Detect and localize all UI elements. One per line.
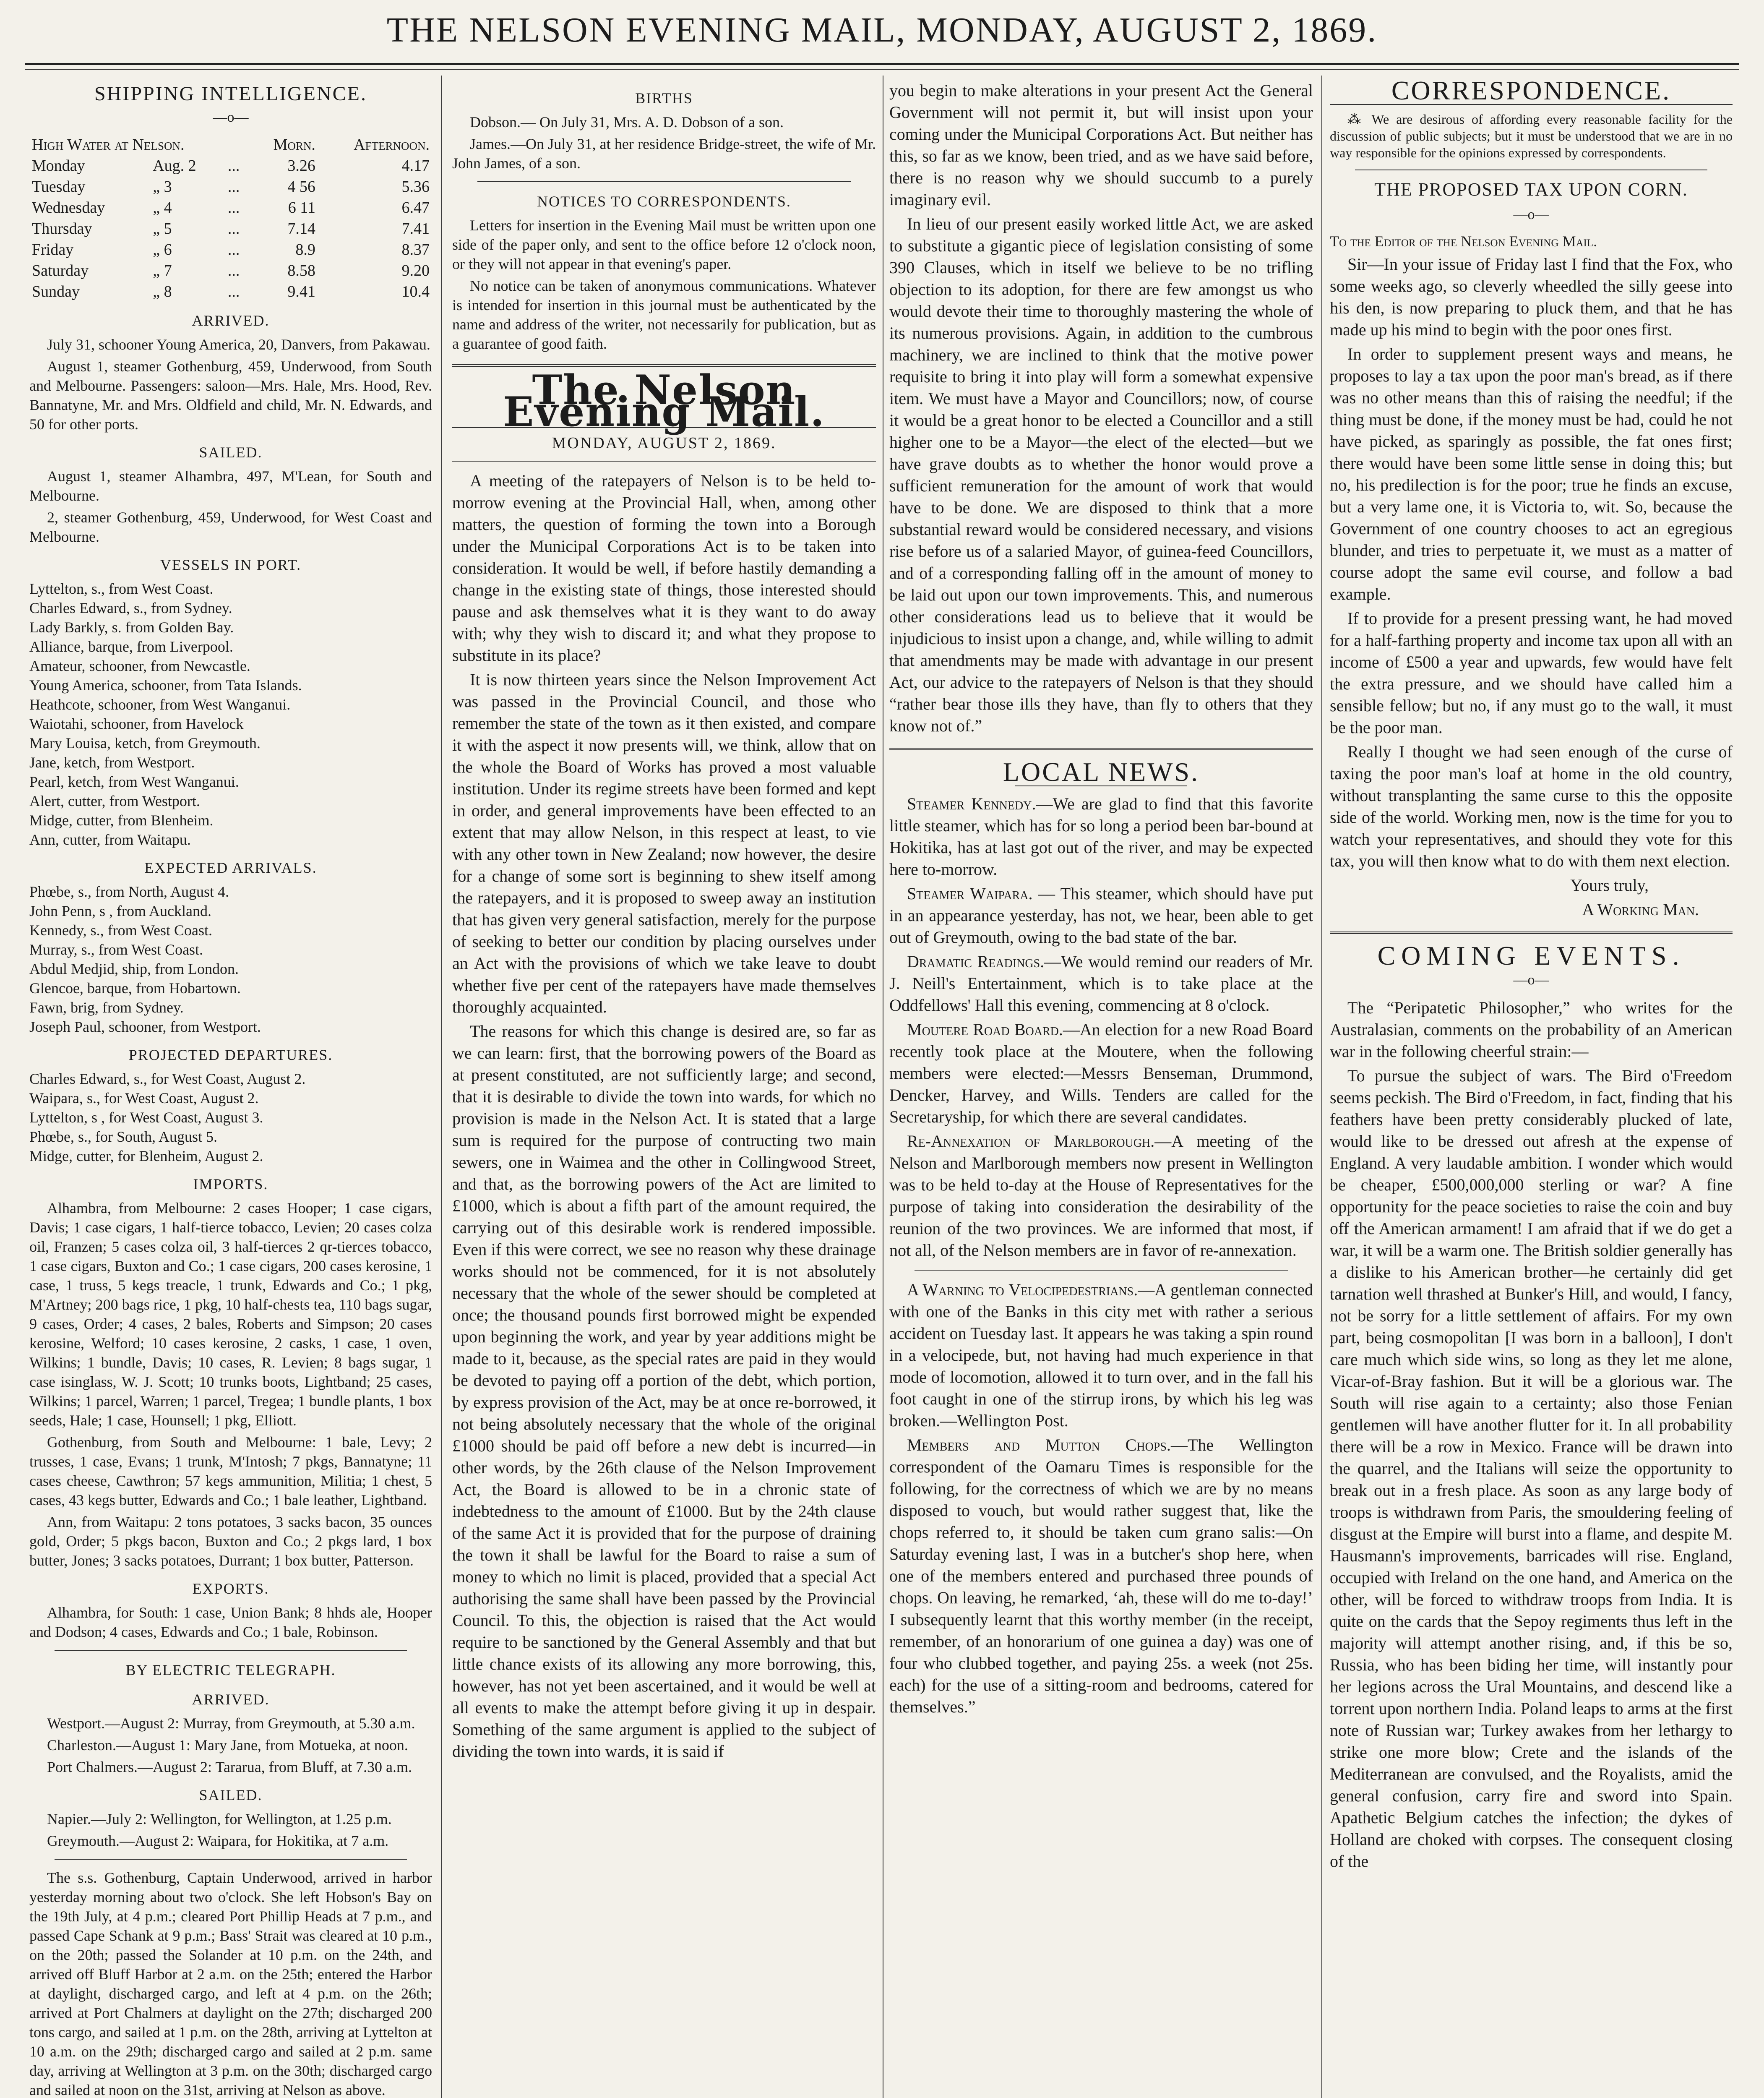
list-item: Fawn, brig, from Sydney.: [29, 999, 184, 1016]
list-item: Ann, cutter, from Waitapu.: [29, 831, 191, 848]
list-item: August 1, steamer Gothenburg, 459, Underwood, from South and Melbourne. Passengers: saloon—Mrs. Hale, Mrs. Hood, Rev. Bannatyne, Mr. and Mrs. Oldfield and child, Mr. N. Edwards, and 50 for other ports.: [29, 358, 432, 433]
tide-cell: 7.14: [287, 220, 315, 237]
tide-header-row: [29, 134, 432, 155]
editorial-paragraph: A meeting of the ratepayers of Nelson is to be held to-morrow evening at the Provincial Hall, when, among other matters, the question of forming the town into a Borough under the Municipal Corporations Act is to be taken into consideration. It would be well, if before hastily demanding a change in the existing state of things, those interested should pause and ask themselves what it is they want to do away with; why they wish to discard it; and what they propose to substitute in its place?: [452, 471, 876, 665]
tide-cell: ...: [227, 241, 240, 258]
news-item: [889, 793, 1313, 880]
list-item: Mary Louisa, ketch, from Greymouth.: [29, 735, 261, 752]
news-item-head: Members and Mutton Chops.: [907, 1435, 1171, 1454]
list-item: Midge, cutter, for Blenheim, August 2.: [29, 1148, 263, 1164]
divider-double: [889, 748, 1313, 750]
tide-cell: 10.4: [401, 283, 430, 300]
tide-cell: ...: [227, 283, 240, 300]
news-item: [889, 951, 1313, 1016]
notice-paragraph: Letters for insertion in the Evening Mail must be written upon one side of the paper only, and sent to the office before 12 o'clock noon, or they will not appear in that evening's paper.: [452, 217, 876, 272]
tide-cell: ...: [227, 157, 240, 175]
tide-cell: 8.37: [401, 241, 430, 258]
tide-header: Afternoon.: [354, 136, 430, 154]
telegraph-arrived-heading: ARRIVED.: [192, 1691, 270, 1708]
news-item-head: Re-Annexation of Marlborough.: [907, 1132, 1155, 1151]
list-item: Lyttelton, s., from West Coast.: [29, 580, 214, 597]
tide-cell: Monday: [32, 157, 85, 175]
imports-list: [29, 1198, 432, 1570]
editorial-paragraph: you begin to make alterations in your present Act the General Government will not permit it, but will insist upon your coming under the Municipal Corporations Act. But neither has this, so far as we know, been tried, and as we have said before, there is no reason why we should succumb to a purely imaginary evil.: [889, 81, 1313, 209]
imports-heading: IMPORTS.: [193, 1176, 268, 1193]
list-item: Lyttelton, s , for West Coast, August 3.: [29, 1109, 263, 1126]
list-item: Young America, schooner, from Tata Islands.: [29, 677, 302, 694]
divider-double: [1330, 932, 1733, 934]
coming-events-intro: The “Peripatetic Philosopher,” who writes for the Australasian, comments on the probability of an American war in the following cheerful strain:—: [1330, 998, 1733, 1061]
list-item: Glencoe, barque, from Hobartown.: [29, 980, 241, 997]
news-item-text: —A meeting of the Nelson and Marlborough members now present in Wellington was to be held to-day at the House of Representatives for the purpose of taking into consideration the desirability of the reunion of the two provinces. We are informed that most, if not all, of the Nelson members are in favor of re-annexation.: [889, 1132, 1313, 1260]
list-item: Phœbe, s., for South, August 5.: [29, 1128, 218, 1145]
tide-row: [29, 239, 432, 260]
local-news-title: LOCAL NEWS.: [1003, 757, 1200, 787]
projected-list: [29, 1069, 432, 1166]
coming-events-title: COMING EVENTS.: [1377, 941, 1685, 971]
shipping-title: SHIPPING INTELLIGENCE.: [94, 83, 367, 105]
ornament-dash: —o—: [213, 110, 249, 125]
news-item-text: —A gentleman connected with one of the Banks in this city met with rather a serious accident on Tuesday last. It appears he was taking a spin round in a velocipede, but, not having had much experience in that mode of locomotion, allowed it to turn over, and in the fall his foot caught in one of the stirrup irons, by which his leg was broken.—Wellington Post.: [889, 1280, 1313, 1430]
tide-cell: 4 56: [287, 178, 315, 196]
editorial-paragraph: It is now thirteen years since the Nelson Improvement Act was passed in the Provincial Council, and those who remember the state of the town as it then existed, and compare it with the aspect it now presents will, we think, allow that on the whole the Board of Works has proved a most valuable institution. Under its regime streets have been formed and kept in order, and general improvements have been effected to an extent that may allow Nelson, in this respect at least, to vie with any other town in New Zealand; now however, the desire for a change of some sort is beginning to shew itself among the ratepayers, and it is proposed to sweep away an institution that has given very general satisfaction, merely for the purpose of seeking to better our condition by placing ourselves under an Act with the provisions of which we take leave to doubt whether five per cent of the ratepayers have made themselves thoroughly acquainted.: [452, 670, 876, 1016]
divider: [477, 181, 851, 182]
news-item: [889, 1130, 1313, 1261]
news-item: [889, 1019, 1313, 1128]
list-item: Alert, cutter, from Westport.: [29, 793, 200, 809]
exports-list: [29, 1603, 432, 1641]
tide-cell: Wednesday: [32, 199, 105, 217]
letter-closing: Yours truly,: [1570, 876, 1649, 895]
ornament-dash: —o—: [1513, 972, 1549, 988]
column-editorial: [452, 80, 876, 2098]
tide-header: High Water at Nelson.: [32, 136, 185, 154]
list-item: Alliance, barque, from Liverpool.: [29, 638, 233, 655]
list-item: Westport.—August 2: Murray, from Greymouth, at 5.30 a.m.: [47, 1715, 415, 1732]
news-item: [889, 1434, 1313, 1718]
expected-list: [29, 882, 432, 1036]
tide-cell: ...: [227, 220, 240, 237]
births-title: BIRTHS: [635, 90, 693, 107]
arrived-heading: ARRIVED.: [192, 312, 270, 329]
editorial-paragraph: The reasons for which this change is desired are, so far as we can learn: first, that the borrowing powers of the Board as at present constituted, are not sufficiently large; and second, that it is desirable to divide the town into wards, for which no provision is made in the Nelson Act. It is stated that a large sum is required for the purpose of contructing two main sewers, one in Waimea and the other in Collingwood Street, and that, as the borrowing powers of the Act are limited to £1000, which is about a fifth part of the amount required, the carrying out of this desirable work is rendered impossible. Even if this were correct, we see no reason why these drainage works should not be commenced, for it is not absolutely necessary that the whole of the sewer should be completed at once; the thousand pounds first borrowed might be expended upon beginning the work, and year by year additions might be made to it, because, as the special rates are paid in they would be devoted to paying off a portion of the debt, which portion, by express provision of the Act, may be at once re-borrowed, it not being absolutely necessary that the whole of the original £1000 should be paid off before a new debt is incurred—in other words, by the 26th clause of the Nelson Improvement Act, the Board is allowed to be in a chronic state of indebtedness to the amount of £1000. But by the 24th clause of the same Act it is provided that for the purpose of draining the town it shall be lawful for the Board to raise a sum of money to which no limit is placed, provided that a special Act authorising the same shall have been passed by the Provincial Council. To this, the objection is raised that the Act would require to be sanctioned by the General Assembly and that but little chance exists of its allowing any more borrowing, this, however, has not yet been ascertained, and it would be well at all events to make the attempt before giving it up in despair. Something of the same argument is applied to the subject of dividing the town into wards, it is said if: [452, 1022, 876, 1761]
list-item: Kennedy, s., from West Coast.: [29, 922, 213, 939]
news-item-head: Steamer Kennedy.: [907, 794, 1036, 813]
sailed-list: [29, 467, 432, 546]
telegraph-arrived-list: [29, 1714, 432, 1777]
tide-row: [29, 281, 432, 302]
tide-cell: Tuesday: [32, 178, 86, 196]
expected-heading: EXPECTED ARRIVALS.: [144, 859, 317, 876]
list-item: Phœbe, s., from North, August 4.: [29, 883, 229, 900]
telegraph-heading: BY ELECTRIC TELEGRAPH.: [125, 1662, 336, 1678]
tide-cell: Friday: [32, 241, 74, 258]
tide-cell: Thursday: [32, 220, 92, 237]
editorial-date: MONDAY, AUGUST 2, 1869.: [552, 434, 776, 452]
tide-cell: 9.41: [287, 283, 315, 300]
letter-paragraph: If to provide for a present pressing want, he had moved for a half-farthing property and income tax upon all with an income of £500 a year and upwards, few would have felt the extra pressure, and we should have called him a sensible fellow; but no, if any must go to the wall, it must be the poor man.: [1330, 609, 1733, 737]
list-item: Lady Barkly, s. from Golden Bay.: [29, 619, 234, 636]
editorial-paragraph: In lieu of our present easily worked little Act, we are asked to substitute a gigantic piece of legislation consisting of some 390 Clauses, which in itself we believe to be no trifling objection to its adoption, for there are few amongst us who would devote their time to thoroughly mastering the whole of its numerous provisions. Again, in addition to the cumbrous machinery, we are inclined to think that the motive power requisite to bring it into play will form a somewhat expensive item. We must have a Mayor and Councillors; now, of course it would be a great honor to be elected a Councillor and a still higher one to be a Mayor—the elect of the elected—but we have grave doubts as to whether the honor would prove a sufficient remuneration for the amount of work that would have to be done. We are disposed to think that a more substantial reward would be considered necessary, and visions rise before us of a salaried Mayor, of guinea-feed Councillors, and of a corresponding falling off in the amount of money to be laid out upon our town improvements. This, and numerous other considerations lead us to believe that it would be injudicious to insist upon a change, and, while willing to admit that amendments may be made with advantage in our present Act, our advice to the ratepayers of Nelson is that they should “rather bear those ills they have, than fly to others that they know not of.”: [889, 214, 1313, 735]
letter-signature: A Working Man.: [1582, 900, 1699, 919]
column-divider: [441, 76, 442, 2098]
notices-text: [452, 216, 876, 353]
telegraph-sailed-heading: SAILED.: [199, 1787, 263, 1803]
tide-cell: „ 6: [153, 241, 172, 258]
divider: [915, 1270, 1288, 1271]
notice-paragraph: No notice can be taken of anonymous communications. Whatever is intended for insertion in this journal must be authenticated by the name and address of the writer, not necessarily for publication, but as a guarantee of good faith.: [452, 277, 876, 352]
list-item: Heathcote, schooner, from West Wanganui.: [29, 696, 291, 713]
column-correspondence: [1330, 80, 1733, 2098]
projected-heading: PROJECTED DEPARTURES.: [128, 1046, 333, 1063]
news-item-head: A Warning to Velocipedestrians.: [907, 1280, 1138, 1299]
list-item: Waiotahi, schooner, from Havelock: [29, 715, 244, 732]
list-item: Alhambra, from Melbourne: 2 cases Hooper; 1 case cigars, Davis; 1 case cigars, 1 half-tierce tobacco, Levien; 20 cases colza oil, Franzen; 5 cases colza oil, 3 half-tierces 2 qr-tierces tobacco, 1 case cigars, Buxton and Co.; 1 case cigars, 200 cases kerosine, 1 case, 1 truss, 5 kegs treacle, 1 trunk, Edwards and Co.; 1 pkg, M'Artney; 200 bags rice, 1 pkg, 10 half-chests tea, 110 bags sugar, 9 cases, Order; 4 cases, 2 bales, Roberts and Simpson; 20 cases kerosine, Welford; 10 cases kerosine, 2 casks, 1 case, 1 oven, Wilkins; 1 bundle, Davis; 10 cases, R. Levien; 8 bags sugar, 1 case isinglass, W. J. Scott; 10 trunks boots, Lightband; 25 cases, Wilkins; 1 parcel, Warren; 1 parcel, Tregea; 1 bundle plants, 1 box seeds, Hale; 1 case, Hounsell; 1 pkg, Elliott.: [29, 1200, 432, 1429]
tide-cell: 8.9: [295, 241, 315, 258]
tide-cell: „ 8: [153, 283, 172, 300]
list-item: 2, steamer Gothenburg, 459, Underwood, for West Coast and Melbourne.: [29, 509, 432, 545]
tide-row: [29, 176, 432, 197]
tide-header: Morn.: [273, 136, 315, 154]
tide-cell: 6.47: [401, 199, 430, 217]
list-item: Jane, ketch, from Westport.: [29, 754, 195, 771]
correspondence-title: CORRESPONDENCE.: [1391, 80, 1671, 105]
newspaper-masthead: THE NELSON EVENING MAIL, MONDAY, AUGUST 2, 1869.: [386, 10, 1378, 50]
sailed-heading: SAILED.: [199, 444, 263, 461]
tide-cell: ...: [227, 262, 240, 279]
column-local-news: [889, 80, 1313, 2098]
news-item-text: — This steamer, which should have put in an appearance yesterday, has not, we hear, been able to get out of Greymouth, owing to the bad state of the bar.: [889, 884, 1313, 947]
tide-table: [29, 134, 432, 302]
notices-title: NOTICES TO CORRESPONDENTS.: [537, 193, 791, 210]
tide-cell: 8.58: [287, 262, 315, 279]
news-item-head: Moutere Road Board.: [907, 1020, 1063, 1039]
news-item: [889, 1279, 1313, 1432]
tide-cell: „ 4: [153, 199, 172, 217]
births-list: [452, 112, 876, 173]
tide-cell: „ 5: [153, 220, 172, 237]
news-item-text: —The Wellington correspondent of the Oamaru Times is responsible for the following, for the correctness of which we are by no means disposed to vouch, but would rather suggest that, like the chops referred to, it should be taken cum grano salis:—On Saturday evening last, I was in a butcher's shop here, when one of the members entered and purchased three pounds of chops. On leaving, he remarked, ‘ah, these will do me to-day!’ I subsequently learnt that this worthy member (in the receipt, remember, of an honorarium of one guinea a day) was one of four who clubbed together, and paying 25s. a week (not 25s. each) for the use of a sitting-room and bedrooms, catered for themselves.”: [889, 1435, 1313, 1716]
arrived-list: [29, 335, 432, 434]
tide-row: [29, 155, 432, 176]
letter-paragraph: Sir—In your issue of Friday last I find that the Fox, who some weeks ago, so cleverly wheedled the silly geese into his den, is now preparing to pluck them, and that he has made up his mind to begin with the poor ones first.: [1330, 255, 1733, 339]
tide-cell: 5.36: [401, 178, 430, 196]
list-item: Waipara, s., for West Coast, August 2.: [29, 1090, 259, 1106]
divider: [55, 1650, 407, 1651]
ornament-dash: —o—: [1513, 207, 1549, 222]
news-item: [889, 883, 1313, 948]
list-item: Pearl, ketch, from West Wanganui.: [29, 773, 239, 790]
tide-cell: „ 7: [153, 262, 172, 279]
editorial-masthead: The Nelson Evening Mail.: [503, 366, 825, 436]
list-item: Dobson.— On July 31, Mrs. A. D. Dobson of a son.: [470, 114, 784, 130]
vessels-list: [29, 579, 432, 849]
tide-cell: „ 3: [153, 178, 172, 196]
divider: [452, 461, 876, 462]
list-item: Murray, s., from West Coast.: [29, 941, 203, 958]
tide-row: [29, 218, 432, 239]
list-item: Gothenburg, from South and Melbourne: 1 bale, Levy; 2 trusses, 1 case, Evans; 1 trunk, M'Intosh; 7 pkgs, Bannatyne; 11 cases cheese, Cawthron; 57 kegs ammunition, Militia; 1 chest, 5 cases, 43 kegs butter, Edwards and Co.; 1 bale leather, Lightband.: [29, 1434, 432, 1508]
list-item: Napier.—July 2: Wellington, for Wellington, at 1.25 p.m.: [47, 1811, 392, 1827]
tide-cell: 7.41: [401, 220, 430, 237]
letter-paragraph: Really I thought we had seen enough of the curse of taxing the poor man's loaf at home in the old country, without transplanting the same curse to this the opposite side of the world. Working men, now is the time for you to watch your representatives, and should they vote for this tax, you will then know what to do with them next election.: [1330, 742, 1733, 870]
coming-events-text: To pursue the subject of wars. The Bird o'Freedom seems peckish. The Bird o'Freedom, in fact, finding that his feathers have been pretty considerably plucked of late, would like to be dressed out afresh at the expense of England. A very laudable ambition. I wonder which would be cheaper, £500,000,000 sterling or war? A fine opportunity for the peace societies to raise the coin and buy off the American armament! I am afraid that if we do get a war, it will be a warm one. The British soldier generally has a dislike to his American brother—he certainly did get tarnation well thrashed at Bunker's Hill, and would, I fancy, not be sorry for a little settlement of affairs. For my own part, being cosmopolitan [I was born in a balloon], I don't care much which side wins, so long as they let me alone, Vicar-of-Bray fashion. But it will be a glorious war. The South will rise again to a certainty; also those Fenian gentlemen will have another flutter for it. In all probability there will be a row in Mexico. France will be drawn into the quarrel, and the Italians will seize the opportunity to break out in a fresh place. As soon as any large body of troops is withdrawn from Paris, the smouldering feeling of disgust at the Empire will burst into a flame, and despite M. Hausmann's improvements, barricades will rise. England, occupied with Ireland on the one hand, and America on the other, will be forced to withdraw troops from India. It is quite on the cards that the Sepoy regiments thus left in the majority will attempt another rising, and, if this be so, Russia, who has been biding her time, will instantly pour her legions across the Ural Mountains, and descend like a torrent upon northern India. Poland leaps to arms at the first note of Russian war; Turkey awakes from her lethargy to strike one more blow; Crete and the islands of the Mediterranean are convulsed, and the Royalists, amid the general confusion, carry fire and sword into Spain. Apathetic Belgium catches the infection; the dykes of Holland are choked with corpses. The consequent closing of the: [1330, 1066, 1733, 1871]
tide-cell: Aug. 2: [153, 157, 196, 175]
report-paragraph: The s.s. Gothenburg, Captain Underwood, arrived in harbor yesterday morning about two o'clock. She left Hobson's Bay on the 19th July, at 4 p.m.; cleared Port Phillip Heads at 7 p.m., and passed Cape Schank at 9 p.m.; Bass' Strait was cleared at 10 p.m., on the 20th; passed the Solander at 10 p.m. on the 24th, and arrived off Bluff Harbor at 2 a.m. on the 25th; entered the Harbor at daylight, discharged cargo, and left at 4 p.m. on the 26th; arrived at Port Chalmers at daylight on the 27th; discharged 200 tons cargo, and sailed at 1 p.m. on the 28th, arriving at Lyttelton at 10 a.m. on the 29th; discharged cargo and sailed at 2 p.m. same day, arriving at Wellington at 3 p.m. on the 30th; discharged cargo and sailed at noon on the 31st, arriving at Nelson as above.: [29, 1869, 432, 2098]
gothenburg-report: [29, 1868, 432, 2098]
column-shipping: [29, 80, 432, 2098]
news-item-text: —We would remind our readers of Mr. J. Neill's Entertainment, which is to take place at the Oddfellows' Hall this evening, commencing at 8 o'clock.: [889, 952, 1313, 1015]
masthead-rule: [25, 63, 1739, 65]
list-item: Charleston.—August 1: Mary Jane, from Motueka, at noon.: [47, 1737, 408, 1754]
tide-cell: 4.17: [401, 157, 430, 175]
tide-cell: Saturday: [32, 262, 89, 279]
list-item: August 1, steamer Alhambra, 497, M'Lean, for South and Melbourne.: [29, 468, 432, 504]
list-item: Joseph Paul, schooner, from Westport.: [29, 1018, 261, 1035]
tide-row: [29, 260, 432, 281]
letter-title: THE PROPOSED TAX UPON CORN.: [1374, 179, 1688, 200]
list-item: Amateur, schooner, from Newcastle.: [29, 658, 250, 674]
divider: [55, 1859, 407, 1860]
news-item-head: Steamer Waipara.: [907, 884, 1033, 903]
list-item: Charles Edward, s., from Sydney.: [29, 600, 232, 616]
list-item: James.—On July 31, at her residence Bridge-street, the wife of Mr. John James, of a son.: [452, 136, 876, 172]
masthead-rule-thin: [25, 69, 1739, 70]
news-item-text: —An election for a new Road Board recently took place at the Moutere, when the following members were elected:—Messrs Benseman, Drummond, Dencker, Harvey, and Wills. Tenders are called for the Secretaryship, for which there are several candidates.: [889, 1020, 1313, 1126]
letter-paragraph: In order to supplement present ways and means, he proposes to lay a tax upon the poor man's bread, as if there was no other means than this of raising the needful; if the thing must be done, if the money must be had, could he not have picked, as sparingly as possible, the fat ones first; there would have been some little sense in doing this; but no, his predilection is for the poor; true he finds an excuse, but a very lame one, it is Victoria to, wit. So, because the Government of one country chooses to act an egregious blunder, and tries to perpetuate it, we must as a matter of course adopt the same evil course, and follow a bad example.: [1330, 344, 1733, 603]
list-item: Greymouth.—August 2: Waipara, for Hokitika, at 7 a.m.: [47, 1832, 389, 1849]
exports-heading: EXPORTS.: [192, 1580, 269, 1597]
list-item: Charles Edward, s., for West Coast, August 2.: [29, 1070, 306, 1087]
tide-cell: ...: [227, 178, 240, 196]
vessels-heading: VESSELS IN PORT.: [160, 556, 302, 573]
list-item: Port Chalmers.—August 2: Tararua, from Bluff, at 7.30 a.m.: [47, 1759, 412, 1775]
list-item: July 31, schooner Young America, 20, Danvers, from Pakawau.: [47, 336, 430, 353]
news-item-text: —We are glad to find that this favorite little steamer, which has for so long a period been bar-bound at Hokitika, has at last got out of the river, and may be expected here to-morrow.: [889, 794, 1313, 879]
news-item-head: Dramatic Readings.: [907, 952, 1045, 971]
list-item: Ann, from Waitapu: 2 tons potatoes, 3 sacks bacon, 35 ounces gold, Order; 5 pkgs bacon, Buxton and Co.; 2 pkgs lard, 1 box butter, Jones; 3 sacks potatoes, Durrant; 1 box butter, Patterson.: [29, 1513, 432, 1569]
letter-addressee: To the Editor of the Nelson Evening Mail.: [1330, 233, 1597, 250]
telegraph-sailed-list: [29, 1809, 432, 1850]
correspondence-disclaimer: ⁂ We are desirous of affording every reasonable facility for the discussion of public subjects; but it must be understood that we are in no way responsible for the opinions expressed by correspondents.: [1330, 112, 1733, 160]
tide-cell: ...: [227, 199, 240, 217]
tide-cell: 3.26: [287, 157, 315, 175]
column-divider: [1321, 76, 1322, 2098]
list-item: Midge, cutter, from Blenheim.: [29, 812, 214, 829]
list-item: Alhambra, for South: 1 case, Union Bank; 8 hhds ale, Hooper and Dodson; 4 cases, Edwards and Co.; 1 bale, Robinson.: [29, 1604, 432, 1640]
list-item: John Penn, s , from Auckland.: [29, 903, 211, 919]
tide-cell: 6 11: [288, 199, 315, 217]
tide-row: [29, 197, 432, 218]
tide-cell: Sunday: [32, 283, 80, 300]
tide-cell: 9.20: [401, 262, 430, 279]
list-item: Abdul Medjid, ship, from London.: [29, 960, 239, 977]
